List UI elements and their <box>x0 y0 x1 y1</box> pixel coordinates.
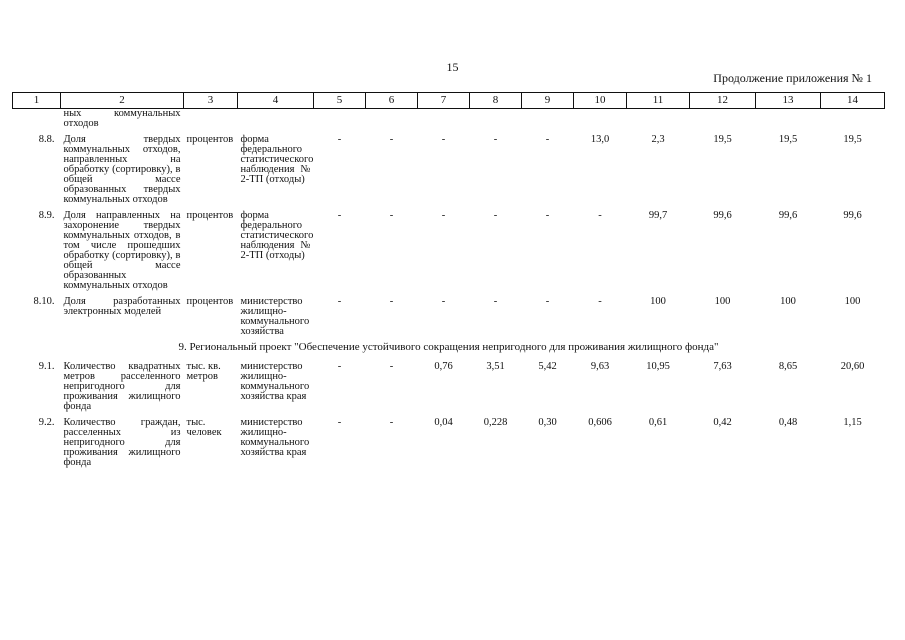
value-cell: 10,95 <box>646 361 670 372</box>
source: министерство жилищно-коммунального хозяйства края <box>240 361 310 402</box>
value-cell: 0,42 <box>713 417 732 428</box>
value-cell: 5,42 <box>538 361 557 372</box>
row-number: 8.9. <box>38 210 55 221</box>
page-number: 15 <box>446 60 459 74</box>
value-cell: 0,04 <box>434 417 453 428</box>
value-cell: 13,0 <box>590 134 610 145</box>
table-row <box>13 293 885 339</box>
indicator-name: Доля твердых коммунальных отходов, направленных на обработку (сортировку), в общей массе образованных твердых коммунальных отходов <box>63 134 181 205</box>
value-cell: - <box>389 134 394 145</box>
value-cell: 100 <box>714 296 731 307</box>
column-header: 2 <box>61 93 184 109</box>
value-cell: 99,7 <box>648 210 668 221</box>
value-cell: 19,5 <box>843 134 862 145</box>
value-cell: - <box>493 134 498 145</box>
value-cell: - <box>441 210 446 221</box>
value-cell: - <box>389 296 394 307</box>
indicator-name: Доля разработанных электронных моделей <box>63 296 181 317</box>
value-cell: 3,51 <box>486 361 505 372</box>
row-number: 8.8. <box>38 134 55 145</box>
unit: тыс. человек <box>186 417 222 438</box>
row-number: 9.1. <box>38 361 55 372</box>
table-row-carry-over <box>13 109 885 132</box>
source: форма федерального статистического наблюдения № 2-ТП (отходы) <box>240 210 314 261</box>
indicator-name: Количество квадратных метров расселенного непригодного для проживания жилищного фонда <box>63 361 181 412</box>
column-header: 1 <box>13 93 61 109</box>
table-header-row <box>13 93 885 109</box>
section-row <box>13 339 885 358</box>
value-cell: - <box>493 210 498 221</box>
value-cell: - <box>337 417 342 428</box>
value-cell: 100 <box>844 296 861 307</box>
value-cell: 0,48 <box>778 417 798 428</box>
table-row <box>13 414 885 470</box>
value-cell: 2,3 <box>651 134 665 145</box>
column-header: 13 <box>756 93 821 109</box>
table-row <box>13 207 885 293</box>
column-header: 4 <box>238 93 314 109</box>
value-cell: 19,5 <box>713 134 732 145</box>
row-number: 9.2. <box>38 417 55 428</box>
value-cell: 99,6 <box>843 210 862 221</box>
value-cell: - <box>441 134 446 145</box>
unit: тыс. кв. метров <box>186 361 221 382</box>
row-number: 8.10. <box>33 296 55 307</box>
value-cell: 0,606 <box>588 417 612 428</box>
value-cell: 0,61 <box>648 417 668 428</box>
column-header: 14 <box>821 93 885 109</box>
column-header: 5 <box>314 93 366 109</box>
value-cell: - <box>441 296 446 307</box>
table-row <box>13 358 885 414</box>
value-cell: - <box>389 417 394 428</box>
indicators-table <box>12 92 885 470</box>
unit: процентов <box>186 134 234 145</box>
source: форма федерального статистического наблюдения № 2-ТП (отходы) <box>240 134 314 185</box>
unit: процентов <box>186 210 234 221</box>
value-cell: 19,5 <box>778 134 798 145</box>
value-cell: 100 <box>780 296 796 307</box>
section-title: 9. Региональный проект "Обеспечение устойчивого сокращения непригодного для проживания жилищного фонда" <box>178 341 719 353</box>
value-cell: - <box>389 210 394 221</box>
value-cell: - <box>389 361 394 372</box>
value-cell: - <box>493 296 498 307</box>
value-cell: 0,30 <box>538 417 557 428</box>
value-cell: - <box>337 296 342 307</box>
value-cell: - <box>545 134 550 145</box>
value-cell: 1,15 <box>843 417 862 428</box>
source: министерство жилищно-коммунального хозяйства <box>240 296 310 337</box>
unit: процентов <box>186 296 234 307</box>
value-cell: 0,228 <box>483 417 508 428</box>
column-header: 8 <box>470 93 522 109</box>
source: министерство жилищно-коммунального хозяйства края <box>240 417 310 458</box>
value-cell: 8,65 <box>778 361 798 372</box>
value-cell: - <box>337 134 342 145</box>
value-cell: 20,60 <box>840 361 865 372</box>
continuation-label: Продолжение приложения № 1 <box>713 71 872 85</box>
value-cell: - <box>545 296 550 307</box>
value-cell: 7,63 <box>713 361 732 372</box>
value-cell: - <box>598 210 602 221</box>
column-header: 10 <box>574 93 627 109</box>
value-cell: - <box>545 210 550 221</box>
value-cell: 0,76 <box>434 361 453 372</box>
column-header: 12 <box>690 93 756 109</box>
value-cell: 99,6 <box>713 210 732 221</box>
column-header: 11 <box>627 93 690 109</box>
indicator-name: Количество граждан, расселенных из непригодного для проживания жилищного фонда <box>63 417 181 468</box>
indicator-name: Доля направленных на захоронение твердых коммунальных отходов, в том числе прошедших обработку (сортировку), в общей массе образованных коммунальных отходов <box>63 210 181 291</box>
column-header: 3 <box>184 93 238 109</box>
value-cell: 100 <box>650 296 666 307</box>
column-header: 7 <box>418 93 470 109</box>
value-cell: - <box>598 296 602 307</box>
table-row <box>13 131 885 207</box>
column-header: 9 <box>522 93 574 109</box>
value-cell: 99,6 <box>778 210 798 221</box>
indicator-name: ных коммунальных отходов <box>63 108 181 129</box>
value-cell: 9,63 <box>590 361 610 372</box>
value-cell: - <box>337 210 342 221</box>
column-header: 6 <box>366 93 418 109</box>
value-cell: - <box>337 361 342 372</box>
